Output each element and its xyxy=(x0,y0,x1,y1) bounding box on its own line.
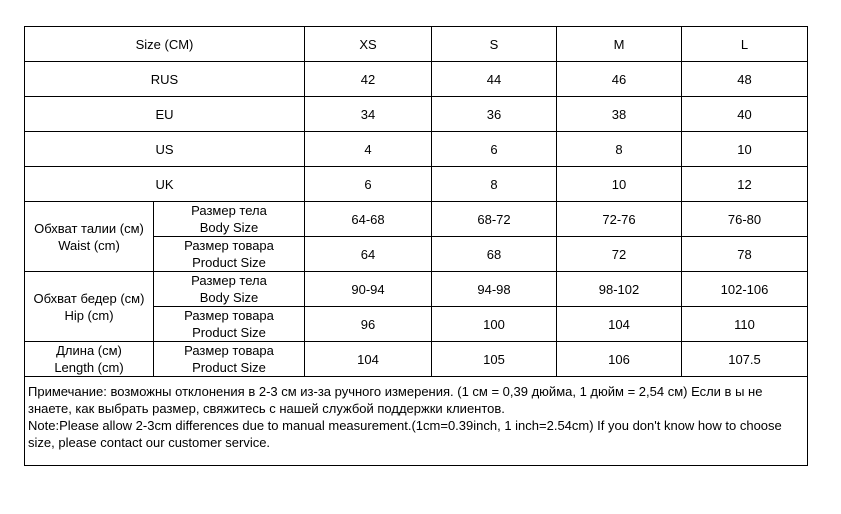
product-size-label-ru: Размер товара xyxy=(184,238,274,253)
body-size-label-ru: Размер тела xyxy=(191,273,267,288)
table-cell: 105 xyxy=(432,342,557,377)
table-cell: 8 xyxy=(432,167,557,202)
length-label-ru: Длина (см) xyxy=(56,343,122,358)
waist-label-ru: Обхват талии (см) xyxy=(34,220,144,236)
waist-label-en: Waist (cm) xyxy=(58,237,120,253)
body-size-label-ru: Размер тела xyxy=(191,203,267,218)
table-row-uk xyxy=(25,167,808,202)
table-cell: 110 xyxy=(682,307,808,342)
table-cell: 78 xyxy=(682,237,808,272)
table-cell: 68-72 xyxy=(432,202,557,237)
hip-label xyxy=(25,272,154,342)
table-cell: 104 xyxy=(557,307,682,342)
table-cell: 8 xyxy=(557,132,682,167)
row-label: RUS xyxy=(25,62,305,97)
hip-label-ru: Обхват бедер (см) xyxy=(33,290,145,306)
table-cell: 76-80 xyxy=(682,202,808,237)
table-cell: 64-68 xyxy=(305,202,432,237)
table-cell: 72 xyxy=(557,237,682,272)
hip-label-en: Hip (cm) xyxy=(64,307,114,323)
table-cell: 6 xyxy=(432,132,557,167)
table-cell: 94-98 xyxy=(432,272,557,307)
header-row xyxy=(25,27,808,62)
table-cell: 96 xyxy=(305,307,432,342)
product-size-label xyxy=(154,237,305,272)
row-label: UK xyxy=(25,167,305,202)
table-cell: 106 xyxy=(557,342,682,377)
note-ru: Примечание: возможны отклонения в 2-3 см из-за ручного измерения. (1 см = 0,39 дюйма, 1 дюйм = 2,54 см) Если в ы не знаете, как выбрать размер, свяжитесь с нашей службой поддержки клиентов. xyxy=(28,384,763,416)
table-cell: 36 xyxy=(432,97,557,132)
table-cell: 64 xyxy=(305,237,432,272)
note-cell xyxy=(25,377,808,466)
length-label xyxy=(25,342,154,377)
product-size-label-ru: Размер товара xyxy=(184,343,274,358)
table-row-hip-body xyxy=(25,272,808,307)
length-label-en: Length (cm) xyxy=(54,360,124,375)
table-cell: 44 xyxy=(432,62,557,97)
size-m-header: M xyxy=(557,27,682,62)
table-row-eu xyxy=(25,97,808,132)
product-size-label xyxy=(154,307,305,342)
table-cell: 42 xyxy=(305,62,432,97)
waist-label xyxy=(25,202,154,272)
size-s-header: S xyxy=(432,27,557,62)
table-cell: 98-102 xyxy=(557,272,682,307)
note-en: Note:Please allow 2-3cm differences due to manual measurement.(1cm=0.39inch, 1 inch=2.54cm) If you don't know how to choose size, please contact our customer service. xyxy=(28,418,782,450)
table-cell: 104 xyxy=(305,342,432,377)
table-cell: 10 xyxy=(557,167,682,202)
size-xs-header: XS xyxy=(305,27,432,62)
body-size-label-en: Body Size xyxy=(199,220,259,235)
table-cell: 40 xyxy=(682,97,808,132)
product-size-label-ru: Размер товара xyxy=(184,308,274,323)
table-cell: 72-76 xyxy=(557,202,682,237)
row-label: EU xyxy=(25,97,305,132)
table-cell: 48 xyxy=(682,62,808,97)
table-cell: 68 xyxy=(432,237,557,272)
size-chart-table xyxy=(24,26,808,466)
product-size-label-en: Product Size xyxy=(192,360,266,375)
table-cell: 100 xyxy=(432,307,557,342)
table-cell: 107.5 xyxy=(682,342,808,377)
product-size-label-en: Product Size xyxy=(192,325,266,340)
table-cell: 34 xyxy=(305,97,432,132)
size-header-cell: Size (CM) xyxy=(25,27,305,62)
table-cell: 102-106 xyxy=(682,272,808,307)
table-cell: 90-94 xyxy=(305,272,432,307)
row-label: US xyxy=(25,132,305,167)
product-size-label xyxy=(154,342,305,377)
table-cell: 6 xyxy=(305,167,432,202)
table-row-us xyxy=(25,132,808,167)
body-size-label xyxy=(154,272,305,307)
table-row-length xyxy=(25,342,808,377)
product-size-label-en: Product Size xyxy=(192,255,266,270)
table-cell: 46 xyxy=(557,62,682,97)
table-row-waist-body xyxy=(25,202,808,237)
body-size-label xyxy=(154,202,305,237)
table-cell: 12 xyxy=(682,167,808,202)
table-cell: 10 xyxy=(682,132,808,167)
note-row xyxy=(25,377,808,466)
body-size-label-en: Body Size xyxy=(199,290,259,305)
table-row-rus xyxy=(25,62,808,97)
table-cell: 38 xyxy=(557,97,682,132)
size-l-header: L xyxy=(682,27,808,62)
table-cell: 4 xyxy=(305,132,432,167)
